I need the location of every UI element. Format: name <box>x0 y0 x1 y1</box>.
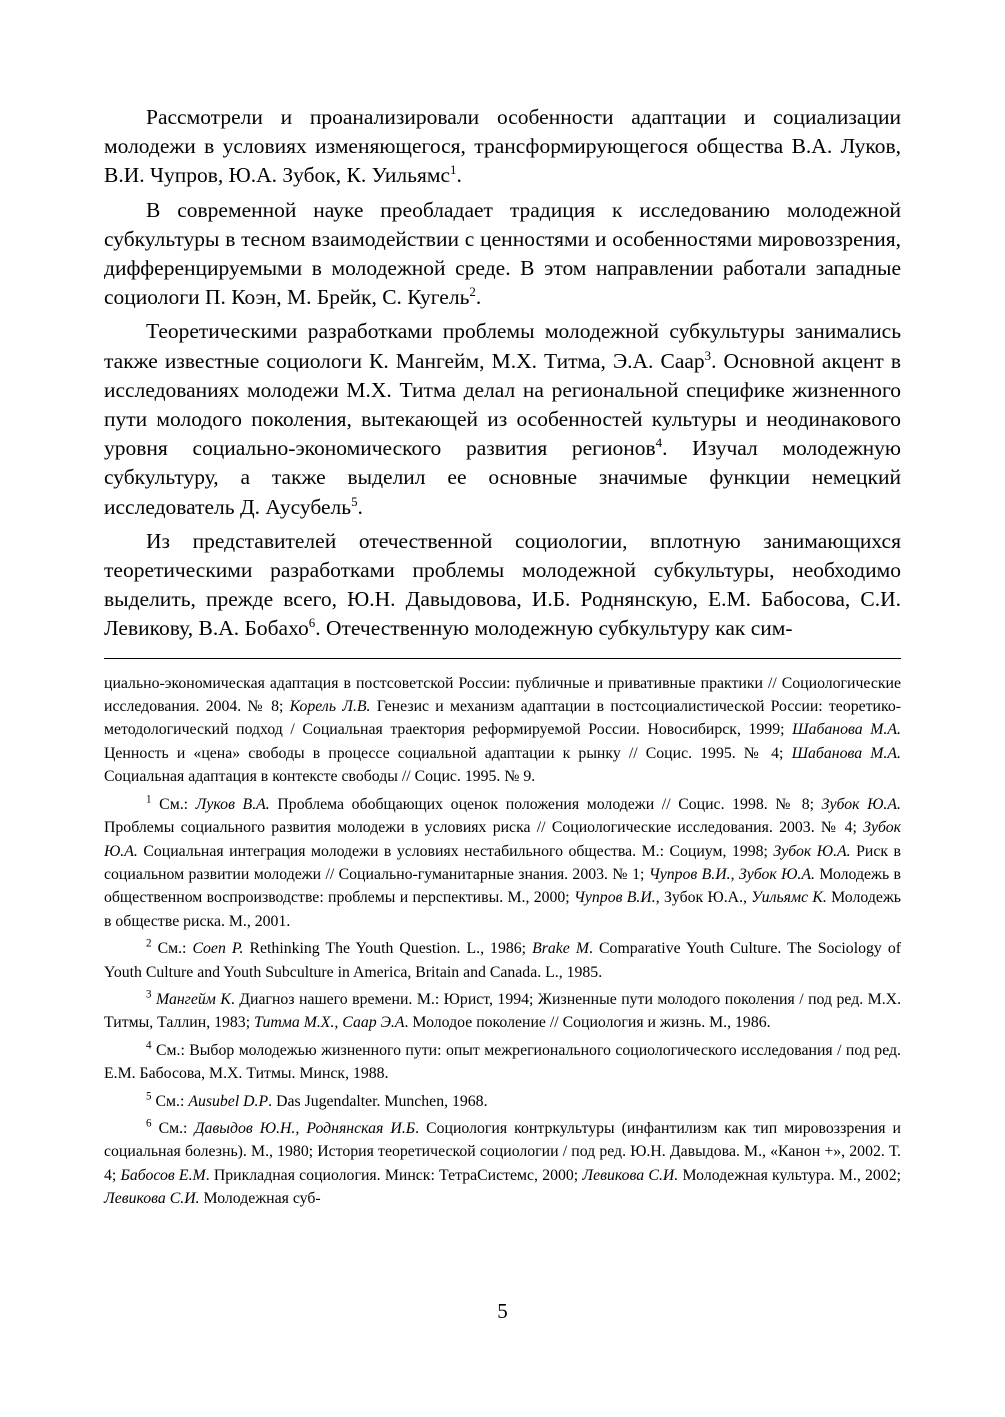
footnote-text: . Прикладная социология. Минск: ТетраСистемс, 2000; <box>205 1166 583 1184</box>
footnote-number: 2 <box>146 937 152 950</box>
footnote-text: Социальная интеграция молодежи в условиях нестабильного общества. М.: Социум, 1998; <box>137 842 774 860</box>
footnote-text: См.: Выбор молодежью жизненного пути: опыт межрегионального социологического исследования / под ред. Е.М. Бабосова, М.Х. Титмы. Минск, 1988. <box>104 1041 901 1083</box>
footnote-number: 5 <box>146 1090 152 1103</box>
footnote-author: Brake M <box>532 940 590 958</box>
footnote-ref[interactable]: 3 <box>704 348 712 363</box>
footnote-3 <box>104 988 901 1035</box>
footnote-6 <box>104 1117 901 1211</box>
footnote-text: Генезис и механизм адаптации в постсоциалистической России: теоретико-методологический подход / Социальная траектория реформируемой России. Новосибирск, 1999; <box>104 698 902 739</box>
footnote-text: См.: <box>151 940 193 958</box>
footnote-text: См.: <box>151 1119 195 1137</box>
paragraph-text: . <box>357 494 363 519</box>
page-content <box>104 103 901 1215</box>
paragraph-text: Теоретическими разработками проблемы молодежной субкультуры занимались также известные социологи К. Мангейм, М.Х. Титма, Э.А. Саар <box>104 319 901 373</box>
paragraph-text: . <box>456 163 462 188</box>
footnote-text: Социальная адаптация в контексте свободы // Социс. 1995. № 9. <box>104 768 536 786</box>
paragraph-text: . Изучал молодежную субкультуру, а также выделил ее основные значимые функции немецкий исследователь Д. Аусубель <box>104 436 901 519</box>
footnote-text: . Молодое поколение // Социология и жизнь. М., 1986. <box>404 1014 771 1032</box>
footnote-author: Чупров В.И. <box>574 889 656 907</box>
footnote-author: Зубок Ю.А. <box>104 819 901 860</box>
footnote-author: Мангейм К <box>156 990 231 1008</box>
footnote-text: Молодежь в обществе риска. М., 2001. <box>104 889 901 930</box>
footnote-text: . Das Jugendalter. Munchen, 1968. <box>268 1092 488 1110</box>
footnote-2 <box>104 937 901 984</box>
footnote-author: Бабосов Е.М <box>120 1166 206 1184</box>
footnote-ref[interactable]: 2 <box>469 285 476 300</box>
paragraph-text: Из представителей отечественной социологии, вплотную занимающихся теоретическими разработками проблемы молодежной субкультуры, необходимо выделить, прежде всего, Ю.Н. Давыдовова, И.Б. Роднянскую, Е.М. Бабосова, С.И. Левикову, В.А. Бобахо <box>104 528 901 641</box>
footnote-text: Проблемы социального развития молодежи в условиях риска // Социологические исследования. 2003. № 4; <box>104 819 864 837</box>
footnote-text: , <box>730 865 739 883</box>
footnote-separator <box>104 658 901 659</box>
footnote-author: Давыдов Ю.Н., Роднянская И.Б <box>194 1119 416 1137</box>
footnote-number: 3 <box>146 988 152 1001</box>
footnote-text: См.: <box>151 795 196 813</box>
footnote-text: Молодежная суб- <box>199 1190 321 1208</box>
footnote-text: Ценность и «цена» свободы в процессе социальной адаптации к рынку // Социс. 1995. № 4; <box>104 744 792 762</box>
footnote-author: Левикова С.И. <box>582 1166 679 1184</box>
paragraph-1 <box>104 103 901 191</box>
footnote-author: Coen P. <box>192 940 244 958</box>
footnote-text: , Зубок Ю.А., <box>655 889 752 907</box>
footnote-author: Левикова С.И. <box>104 1190 200 1208</box>
page-number: 5 <box>497 1299 508 1323</box>
footnote-author: Уильямс К. <box>751 889 827 907</box>
footnote-author: Зубок Ю.А. <box>738 865 815 883</box>
paragraph-text: В современной науке преобладает традиция к исследованию молодежной субкультуры в тесном взаимодействии с ценностями и особенностями мировоззрения, дифференцируемыми в молодежной среде. В этом направлении работали западные социологи П. Коэн, М. Брейк, С. Кугель <box>104 197 901 310</box>
footnote-ref[interactable]: 6 <box>308 616 316 631</box>
footnote-author: Луков В.А. <box>195 795 270 813</box>
paragraph-2 <box>104 196 901 313</box>
paragraph-4 <box>104 527 901 644</box>
footnote-text: . Диагноз нашего времени. М.: Юрист, 1994; Жизненные пути молодого поколения / под ред. М.Х. Титмы, Таллин, 1983; <box>104 990 902 1032</box>
paragraph-3 <box>104 317 901 521</box>
footnote-author: Шабанова М.А. <box>792 721 901 739</box>
footnote-author: Шабанова М.А. <box>791 744 901 762</box>
footnote-text: Молодежная культура. М., 2002; <box>678 1166 901 1184</box>
footnote-author: Зубок Ю.А. <box>773 842 851 860</box>
footnote-text: См.: <box>151 1092 189 1110</box>
footnote-text: . Comparative Youth Culture. The Sociology of Youth Culture and Youth Subculture in America, Britain and Canada. L., 1985. <box>104 940 901 981</box>
footnote-author: Титма М.Х., Саар Э.А <box>254 1014 405 1032</box>
footnote-ref[interactable]: 4 <box>655 436 663 451</box>
footnote-author: Ausubel D.P <box>188 1092 269 1110</box>
footnote-number: 6 <box>146 1117 152 1130</box>
footnote-text: циально-экономическая адаптация в постсоветской России: публичные и привативные практики // Социологические исследования. 2004. № 8; <box>104 674 901 716</box>
footnote-text: Rethinking The Youth Question. L., 1986; <box>243 940 533 958</box>
footnote-number: 4 <box>146 1039 152 1052</box>
footnote-ref[interactable]: 5 <box>351 494 358 509</box>
footnote-text: . Социология контркультуры (инфантилизм как тип мировоззрения и социальная болезнь). М., 1980; История теоретической социологии / под ред. Ю.Н. Давыдова. М., «Канон +», 2002. Т. 4; <box>104 1119 901 1184</box>
footnote-text: Риск в социальном развитии молодежи // Социально-гуманитарные знания. 2003. № 1; <box>104 842 901 883</box>
footnote-author: Чупров В.И. <box>648 865 731 883</box>
paragraph-text: . Основной акцент в исследованиях молодежи М.Х. Титма делал на региональной специфике жизненного пути молодого поколения, вытекающей из особенностей культуры и неодинакового уровня социально-экономического развития регионов <box>104 348 901 461</box>
paragraph-text: . Отечественную молодежную субкультуру как сим- <box>315 616 793 641</box>
footnote-number: 1 <box>146 793 152 806</box>
paragraph-text: Рассмотрели и проанализировали особенности адаптации и социализации молодежи в условиях изменяющегося, трансформирующегося общества В.А. Луков, В.И. Чупров, Ю.А. Зубок, К. Уильямс <box>104 105 901 188</box>
footnote-author: Корель Л.В. <box>289 698 371 716</box>
footnote-author: Зубок Ю.А. <box>821 795 901 813</box>
footnote-5 <box>104 1090 901 1113</box>
footnote-4 <box>104 1039 901 1086</box>
footnote-text: Молодежь в общественном воспроизводстве: проблемы и перспективы. М., 2000; <box>104 865 901 907</box>
paragraph-text: . <box>475 285 482 310</box>
footnote-1 <box>104 793 901 933</box>
footnote-ref[interactable]: 1 <box>450 163 457 178</box>
footnotes <box>104 672 901 1211</box>
footnote-continuation <box>104 672 901 789</box>
footnote-text: Проблема обобщающих оценок положения молодежи // Социс. 1998. № 8; <box>269 795 822 813</box>
